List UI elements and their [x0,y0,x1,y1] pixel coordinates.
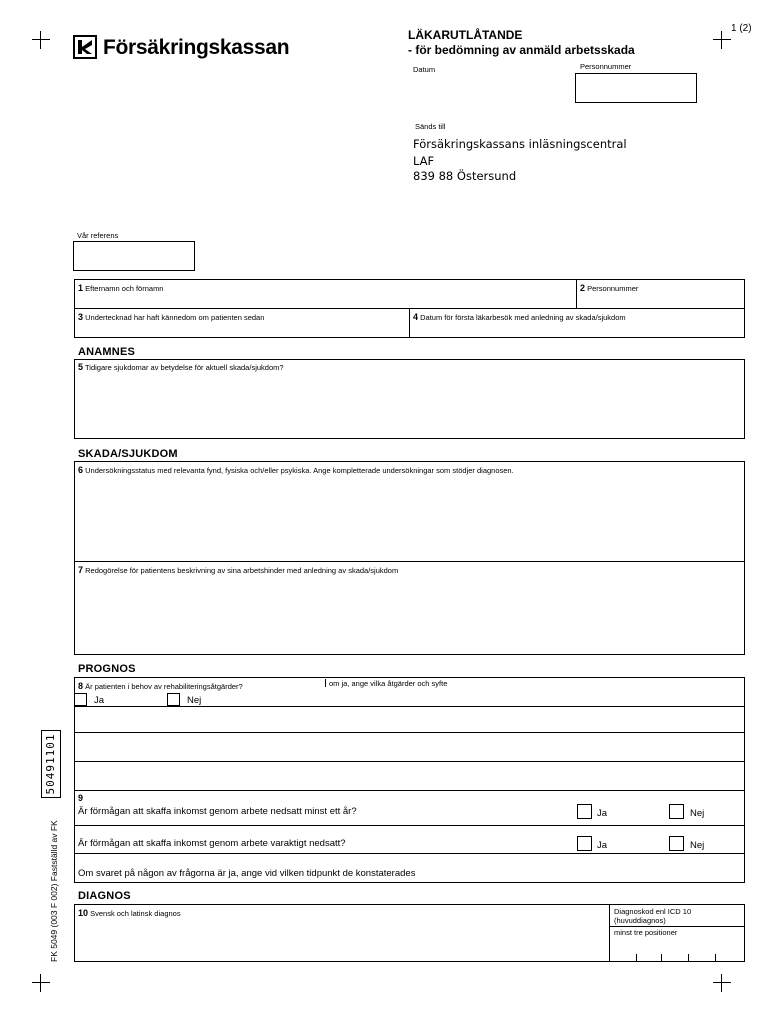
field-7-label: 7 Redogörelse för patientens beskrivning av sina arbetshinder med anledning av skada/sjukdom [78,565,399,575]
field-9-question-3: Om svaret på någon av frågorna är ja, ange vid vilken tidpunkt de konstaterades [78,868,416,879]
field-10-label: 10 Svensk och latinsk diagnos [78,908,181,918]
field-8-followup-label: om ja, ange vilka åtgärder och syfte [329,679,448,688]
brand-name: Försäkringskassan [103,36,290,59]
field-8-nej-checkbox[interactable] [167,693,180,706]
diagnos-code-label-1: Diagnoskod enl ICD 10 [614,907,692,916]
diagnos-code-rule [609,926,745,927]
field-1-name[interactable] [74,279,745,309]
form-title: LÄKARUTLÅTANDE [408,28,523,42]
field-9-q2-nej-label: Nej [690,840,705,851]
form-side-text: FK 5049 (003 F 002) Fastställd av FK [49,820,59,962]
recipient-line-3: 839 88 Östersund [413,169,517,183]
field-8-ja-label: Ja [94,695,105,706]
field-8-followup-tick [325,679,326,687]
divider-3-4 [409,308,410,338]
section-diagnos: DIAGNOS [78,890,131,902]
crop-mark-top-left [32,31,50,49]
prognos-line-4 [74,790,745,791]
section-prognos: PROGNOS [78,663,136,675]
form-id-box [41,730,61,798]
diagnos-code-tick [688,954,689,961]
crop-mark-bottom-left [32,974,50,992]
prognos-line-3 [74,761,745,762]
crop-mark-top-right [713,31,731,49]
form-id: 50491101 [44,733,57,795]
page-number: 1 (2) [731,23,752,34]
recipient-line-2: LAF [413,154,435,168]
field-2-label: 2 Personnummer [580,283,639,293]
form-subtitle: - för bedömning av anmäld arbetsskada [408,43,635,57]
diagnos-code-input[interactable] [610,940,744,961]
field-8-nej-label: Nej [187,695,202,706]
diagnos-code-tick [661,954,662,961]
field-8-ja-checkbox[interactable] [74,693,87,706]
section-anamnes: ANAMNES [78,346,136,358]
field-6-label: 6 Undersökningsstatus med relevanta fynd, fysiska och/eller psykiska. Ange kompletterade undersökningar som stödjer diagnosen. [78,465,514,475]
reference-label: Vår referens [77,231,119,240]
prognos-line-2 [74,732,745,733]
diagnos-code-tick [636,954,637,961]
field-9-q1-ja-checkbox[interactable] [577,804,592,819]
divider-1-2 [576,279,577,309]
crop-mark-bottom-right [713,974,731,992]
field-9-q1-nej-checkbox[interactable] [669,804,684,819]
field-3-label: 3 Undertecknad har haft kännedom om patienten sedan [78,312,265,322]
field-9-question-2: Är förmågan att skaffa inkomst genom arbete varaktigt nedsatt? [78,838,346,849]
diagnos-code-label-3: minst tre positioner [614,928,678,937]
personnummer-header-field[interactable] [575,73,697,103]
field-9-question-1: Är förmågan att skaffa inkomst genom arbete nedsatt minst ett år? [78,806,357,817]
reference-field[interactable] [73,241,195,271]
recipient-label: Sänds till [415,122,446,131]
personnummer-header-label: Personnummer [580,62,632,71]
field-9-q1-ja-label: Ja [597,808,608,819]
diagnos-code-label-2: (huvuddiagnos) [614,916,666,925]
field-9-q2-ja-checkbox[interactable] [577,836,592,851]
diagnos-code-tick [715,954,716,961]
field-8-label: 8 Är patienten i behov av rehabiliteringsåtgärder? [78,681,243,691]
prognos-line-1 [74,706,745,707]
field-7-work-obstacles[interactable] [74,561,745,655]
field-1-label: 1 Efternamn och förnamn [78,283,164,293]
field-6-examination-status[interactable] [74,461,745,562]
datum-label: Datum [413,65,436,74]
field-9-q2-ja-label: Ja [597,840,608,851]
field-5-label: 5 Tidigare sjukdomar av betydelse för aktuell skada/sjukdom? [78,362,284,372]
section-skada-sjukdom: SKADA/SJUKDOM [78,448,178,460]
field-9-q1-nej-label: Nej [690,808,705,819]
field-4-label: 4 Datum för första läkarbesök med anledning av skada/sjukdom [413,312,626,322]
prognos-line-5 [74,825,745,826]
forsakringskassan-logo-icon [73,35,97,59]
field-9-number: 9 [78,793,84,803]
recipient-line-1: Försäkringskassans inläsningscentral [413,137,627,151]
field-9-q2-nej-checkbox[interactable] [669,836,684,851]
prognos-line-6 [74,853,745,854]
